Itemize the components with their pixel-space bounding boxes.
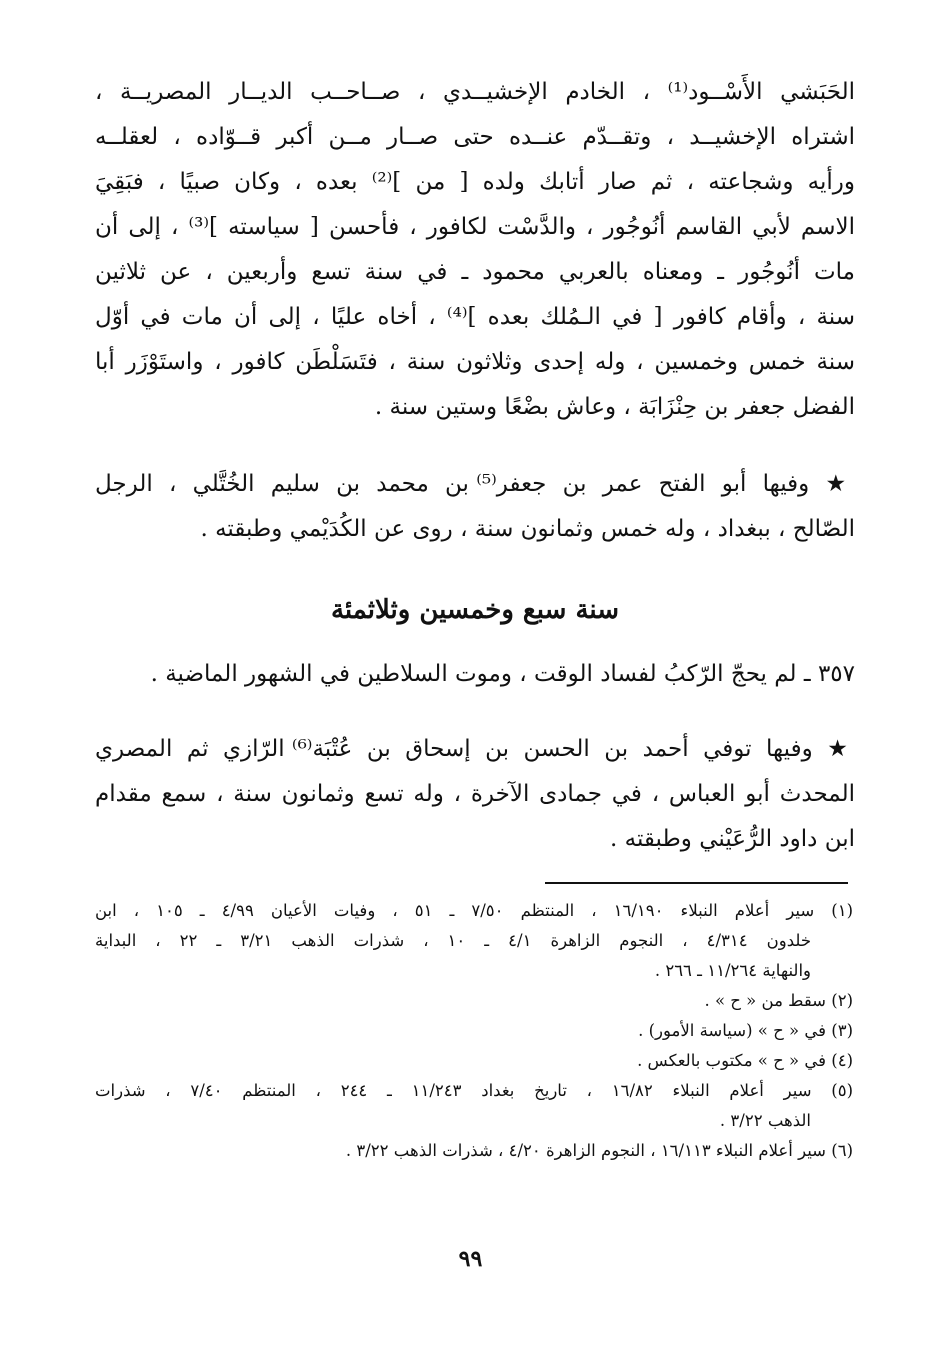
- text-line: مات أنُوجُور ـ ومعناه بالعربي محمود ـ في سنة تسع وأربعين ، عن ثلاثين: [95, 259, 855, 285]
- text-line: ٣٥٧ ـ لم يحجّ الرّكبُ لفساد الوقت ، وموت السلاطين في الشهور الماضية .: [150, 661, 855, 687]
- footnote-line: (١) سير أعلام النبلاء ١٦/١٩٠ ، المنتظم ٧/٥٠ ـ ٥١ ، وفيات الأعيان ٤/٩٩ ـ ١٠٥ ، ابن: [95, 901, 854, 920]
- text-line: الحَبَشي الأَسْــود⁽¹⁾ ، الخادم الإخشيــدي ، صــاحــب الديــار المصريــة ،: [95, 79, 855, 105]
- text-line: ★ وفيها أبو الفتح عمر بن جعفر⁽⁵⁾ بن محمد بن سليم الخُتَّلي ، الرجل: [95, 471, 855, 497]
- text-line: ورأيه وشجاعته ، ثم صار أتابك ولده [ من ]⁽²⁾ بعده ، وكان صبيًا ، فبَقِيَ: [95, 169, 855, 195]
- footnotes: [95, 896, 853, 1166]
- text-line: الصّالح ، ببغداد ، وله خمس وثمانون سنة ، روى عن الكُدَيْمي وطبقته .: [200, 516, 855, 542]
- paragraph-abu-al-fath: [95, 462, 855, 552]
- footnote-line: (٥) سير أعلام النبلاء ١٦/٨٢ ، تاريخ بغداد ١١/٢٤٣ ـ ٢٤٤ ، المنتظم ٧/٤٠ ، شذرات: [95, 1081, 854, 1100]
- text-line: المحدث أبو العباس ، في جمادى الآخرة ، وله تسع وثمانون سنة ، سمع مقدام: [95, 781, 855, 807]
- footnote-5: [95, 1076, 853, 1136]
- year-heading: سنة سبع وخمسين وثلاثمئة: [330, 595, 620, 625]
- text-line: ابن داود الرُّعَيْني وطبقته .: [610, 826, 855, 852]
- footnote-line: (٣) في « ح » (سياسة الأمور) .: [638, 1021, 853, 1040]
- text-line: اشتراه الإخشيــد ، وتقــدّم عنــده حتى صــار مــن أكبر قــوّاده ، لعقلــه: [95, 124, 855, 150]
- footnote-divider: [545, 882, 848, 884]
- footnote-line: (٦) سير أعلام النبلاء ١٦/١١٣ ، النجوم الزاهرة ٤/٢٠ ، شذرات الذهب ٣/٢٢ .: [345, 1141, 853, 1160]
- footnote-3: [95, 1016, 853, 1046]
- text-line: ★ وفيها توفي أحمد بن الحسن بن إسحاق بن عُتْبَة⁽⁶⁾ الرّازي ثم المصري: [95, 736, 855, 762]
- entry-357: [95, 652, 855, 697]
- paragraph-kafur: [95, 70, 855, 430]
- footnote-line: (٢) سقط من « ح » .: [704, 991, 853, 1010]
- text-line: سنة ، وأقام كافور [ في الـمُلك بعده ]⁽⁴⁾ ، أخاه عليًا ، إلى أن مات في أوّل: [95, 304, 856, 330]
- footnote-line: خلدون ٤/٣١٤ ، النجوم الزاهرة ٤/١ ـ ١٠ ، شذرات الذهب ٣/٢١ ـ ٢٢ ، البداية: [95, 931, 812, 950]
- footnote-4: [95, 1046, 853, 1076]
- page-number: ٩٩: [458, 1246, 483, 1272]
- paragraph-ahmad-al-razi: [95, 727, 855, 862]
- footnote-line: والنهاية ١١/٢٦٤ ـ ٢٦٦ .: [654, 961, 811, 980]
- footnote-1: [95, 896, 853, 986]
- footnote-line: (٤) في « ح » مكتوب بالعكس .: [637, 1051, 853, 1070]
- footnote-6: [95, 1136, 853, 1166]
- footnote-line: الذهب ٣/٢٢ .: [719, 1111, 811, 1130]
- footnote-2: [95, 986, 853, 1016]
- text-line: سنة خمس وخمسين ، وله إحدى وثلاثون سنة ، فتَسَلْطَن كافور ، واستَوْزَر أبا: [95, 349, 855, 375]
- text-line: الفضل جعفر بن حِنْزَابَة ، وعاش بضْعًا وستين سنة .: [374, 394, 855, 420]
- text-line: الاسم لأبي القاسم أنُوجُور ، والدَّسْت لكافور ، فأحسن [ سياسته ]⁽³⁾ ، إلى أن: [95, 214, 856, 240]
